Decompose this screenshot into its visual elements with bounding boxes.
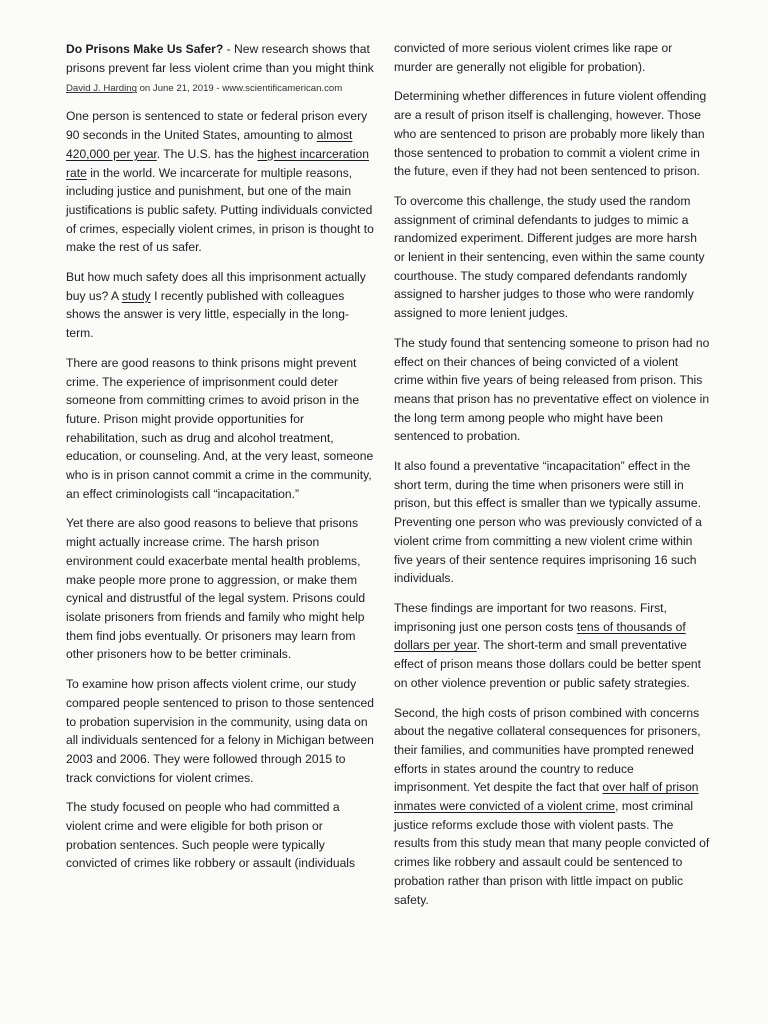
author-name: David J. Harding	[66, 83, 137, 95]
link-study[interactable]: study	[121, 288, 151, 303]
paragraph-left-5: To examine how prison affects violent crime, our study compared people sentenced to prison to those sentenced to probation supervision in the community, using data on all individuals sentenced for a felony in Michigan between 2003 and 2006. They were followed through 2015 to track convictions for violent crimes.	[66, 677, 374, 785]
right-column	[394, 40, 710, 920]
paragraph-right-5: It also found a preventative “incapacitation” effect in the short term, during the time when prisoners were still in prison, but this effect is smaller than we typically assume. Preventing one person who was previously convicted of a violent crime from committing a new violent crime within five years of their sentence requires imprisoning 16 such individuals.	[394, 459, 702, 586]
text-run: . The short-term and small preventative effect of prison means those dollars could be better spent on other violence prevention or public safety strategies.	[394, 638, 702, 690]
paragraph-left-2	[66, 268, 374, 343]
text-run: But how much safety does all this imprisonment actually buy us? A	[66, 270, 366, 303]
byline-date-source: on June 21, 2019 - www.scientificamerican.com	[136, 83, 343, 95]
article-title: Do Prisons Make Us Safer?	[66, 42, 224, 56]
paragraph-right-3: To overcome this challenge, the study used the random assignment of criminal defendants to judges to mimic a randomized experiment. Different judges are more harsh or lenient in their sentencing, even within the same county courthouse. The study compared defendants randomly assigned to harsher judges to those who were randomly assigned to more lenient judges.	[394, 193, 705, 321]
byline	[66, 82, 374, 96]
link-420000-per-year[interactable]: almost 420,000 per year	[66, 128, 353, 161]
text-run: One person is sentenced to state or federal prison every 90 seconds in the United States, amounting to	[66, 109, 368, 143]
left-column	[66, 40, 374, 884]
text-run: in the world. We incarcerate for multiple reasons, including justice and punishment, but one of the main justifications is public safety. Putting individuals convicted of crimes, especially violent crimes, in prison is thought to make the rest of us safer.	[66, 165, 374, 255]
link-highest-incarceration-rate[interactable]: highest incarceration rate	[66, 146, 370, 180]
paragraph-right-4: The study found that sentencing someone to prison had no effect on their chances of being convicted of a violent crime within five years of being released from prison. This means that prison has no preventative effect on violence in the long term among people who might have been sentenced to probation.	[394, 335, 710, 444]
text-run: , most criminal justice reforms exclude those with violent pasts. The results from this study mean that many people convicted of crimes like robbery and assault could be sentenced to probation rather than prison with little impact on public safety.	[394, 799, 710, 907]
paragraph-left-1	[66, 107, 374, 257]
link-tens-of-thousands[interactable]: tens of thousands of dollars per year	[394, 619, 686, 653]
paragraph-left-4: Yet there are also good reasons to believe that prisons might actually increase crime. The harsh prison environment could exacerbate mental health problems, make people more prone to aggression, or make them cynical and distrustful of the legal system. Prisons could isolate prisoners from friends and family who might help them find jobs eventually. Or prisoners may learn from other prisoners how to be better criminals.	[66, 516, 366, 662]
text-run: These findings are important for two reasons. First, imprisoning just one person costs	[394, 600, 667, 634]
paragraph-right-7	[394, 704, 710, 910]
text-run: . The U.S. has the	[156, 146, 258, 161]
paragraph-right-6	[394, 599, 710, 693]
paragraph-right-2: Determining whether differences in future violent offending are a result of prison itself is challenging, however. Those who are sentenced to prison are probably more likely than those sentenced to probation to commit a violent crime in the future, even if they had not been sentenced to prison.	[394, 89, 707, 179]
headline	[66, 40, 374, 77]
paragraph-left-3: There are good reasons to think prisons might prevent crime. The experience of imprisonment could deter someone from committing crimes to avoid prison in the future. Prison might provide opportunities for rehabilitation, such as drug and alcohol treatment, education, or counseling. And, at the very least, someone who is in prison cannot commit a crime in the community, an effect criminologists call “incapacitation.”	[66, 355, 374, 501]
article-subtitle: - New research shows that prisons prevent far less violent crime than you might think	[66, 42, 374, 75]
link-over-half-violent-crime[interactable]: over half of prison inmates were convicted of a violent crime	[394, 780, 699, 814]
paragraph-right-1: convicted of more serious violent crimes like rape or murder are generally not eligible for probation).	[394, 41, 673, 74]
text-run: Second, the high costs of prison combined with concerns about the negative collateral consequences for prisoners, their families, and communities have prompted renewed efforts in states around the country to reduce imprisonment. Yet despite the fact that	[394, 705, 701, 795]
paragraph-left-6: The study focused on people who had committed a violent crime and were eligible for both prison or probation sentences. Such people were typically convicted of crimes like robbery or assault (individuals	[66, 800, 356, 871]
text-run: I recently published with colleagues shows the answer is very little, especially in the long-term.	[66, 288, 349, 341]
